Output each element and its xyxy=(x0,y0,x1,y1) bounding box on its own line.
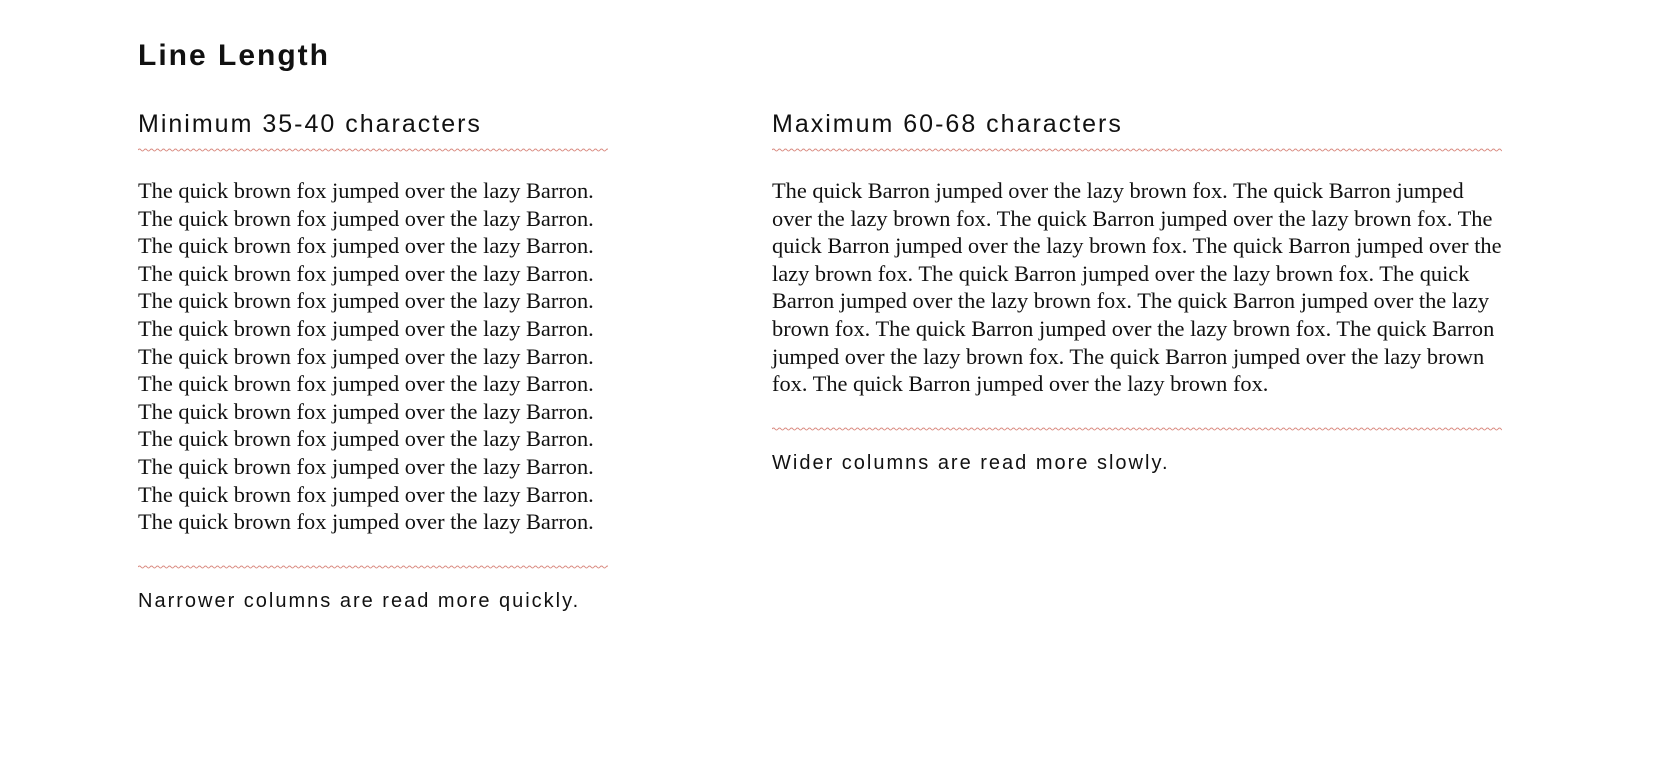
wavy-divider xyxy=(772,426,1502,432)
column-heading-minimum: Minimum 35-40 characters xyxy=(138,110,482,138)
sample-paragraph-wide: The quick Barron jumped over the lazy brown fox. The quick Barron jumped over the lazy brown fox. The quick Barron jumped over the lazy brown fox. The quick Barron jumped over the lazy brown fox. The quick Barron jumped over the lazy brown fox. The quick Barron jumped over the lazy brown fox. The quick Barron jumped over the lazy brown fox. The quick Barron jumped over the lazy brown fox. The quick Barron jumped over the lazy brown fox. The quick Barron jumped over the lazy brown fox. The quick Barron jumped over the lazy brown fox. The quick Barron jumped over the lazy brown fox. xyxy=(772,178,1502,397)
sample-paragraph-narrow: The quick brown fox jumped over the lazy Barron. The quick brown fox jumped over the lazy Barron. The quick brown fox jumped over the lazy Barron. The quick brown fox jumped over the lazy Barron. The quick brown fox jumped over the lazy Barron. The quick brown fox jumped over the lazy Barron. The quick brown fox jumped over the lazy Barron. The quick brown fox jumped over the lazy Barron. The quick brown fox jumped over the lazy Barron. The quick brown fox jumped over the lazy Barron. The quick brown fox jumped over the lazy Barron. The quick brown fox jumped over the lazy Barron. The quick brown fox jumped over the lazy Barron. xyxy=(138,178,594,535)
wavy-divider xyxy=(138,147,608,153)
wavy-line xyxy=(772,149,1502,151)
wavy-divider xyxy=(138,564,608,570)
wavy-line xyxy=(138,149,608,151)
wavy-divider xyxy=(772,147,1502,153)
column-caption-narrow: Narrower columns are read more quickly. xyxy=(138,589,581,612)
column-maximum xyxy=(772,106,1502,476)
column-caption-wide: Wider columns are read more slowly. xyxy=(772,451,1170,474)
wavy-line xyxy=(772,428,1502,430)
page-title: Line Length xyxy=(138,39,330,72)
wavy-line xyxy=(138,566,608,568)
column-minimum xyxy=(138,106,608,614)
column-heading-maximum: Maximum 60-68 characters xyxy=(772,110,1123,138)
